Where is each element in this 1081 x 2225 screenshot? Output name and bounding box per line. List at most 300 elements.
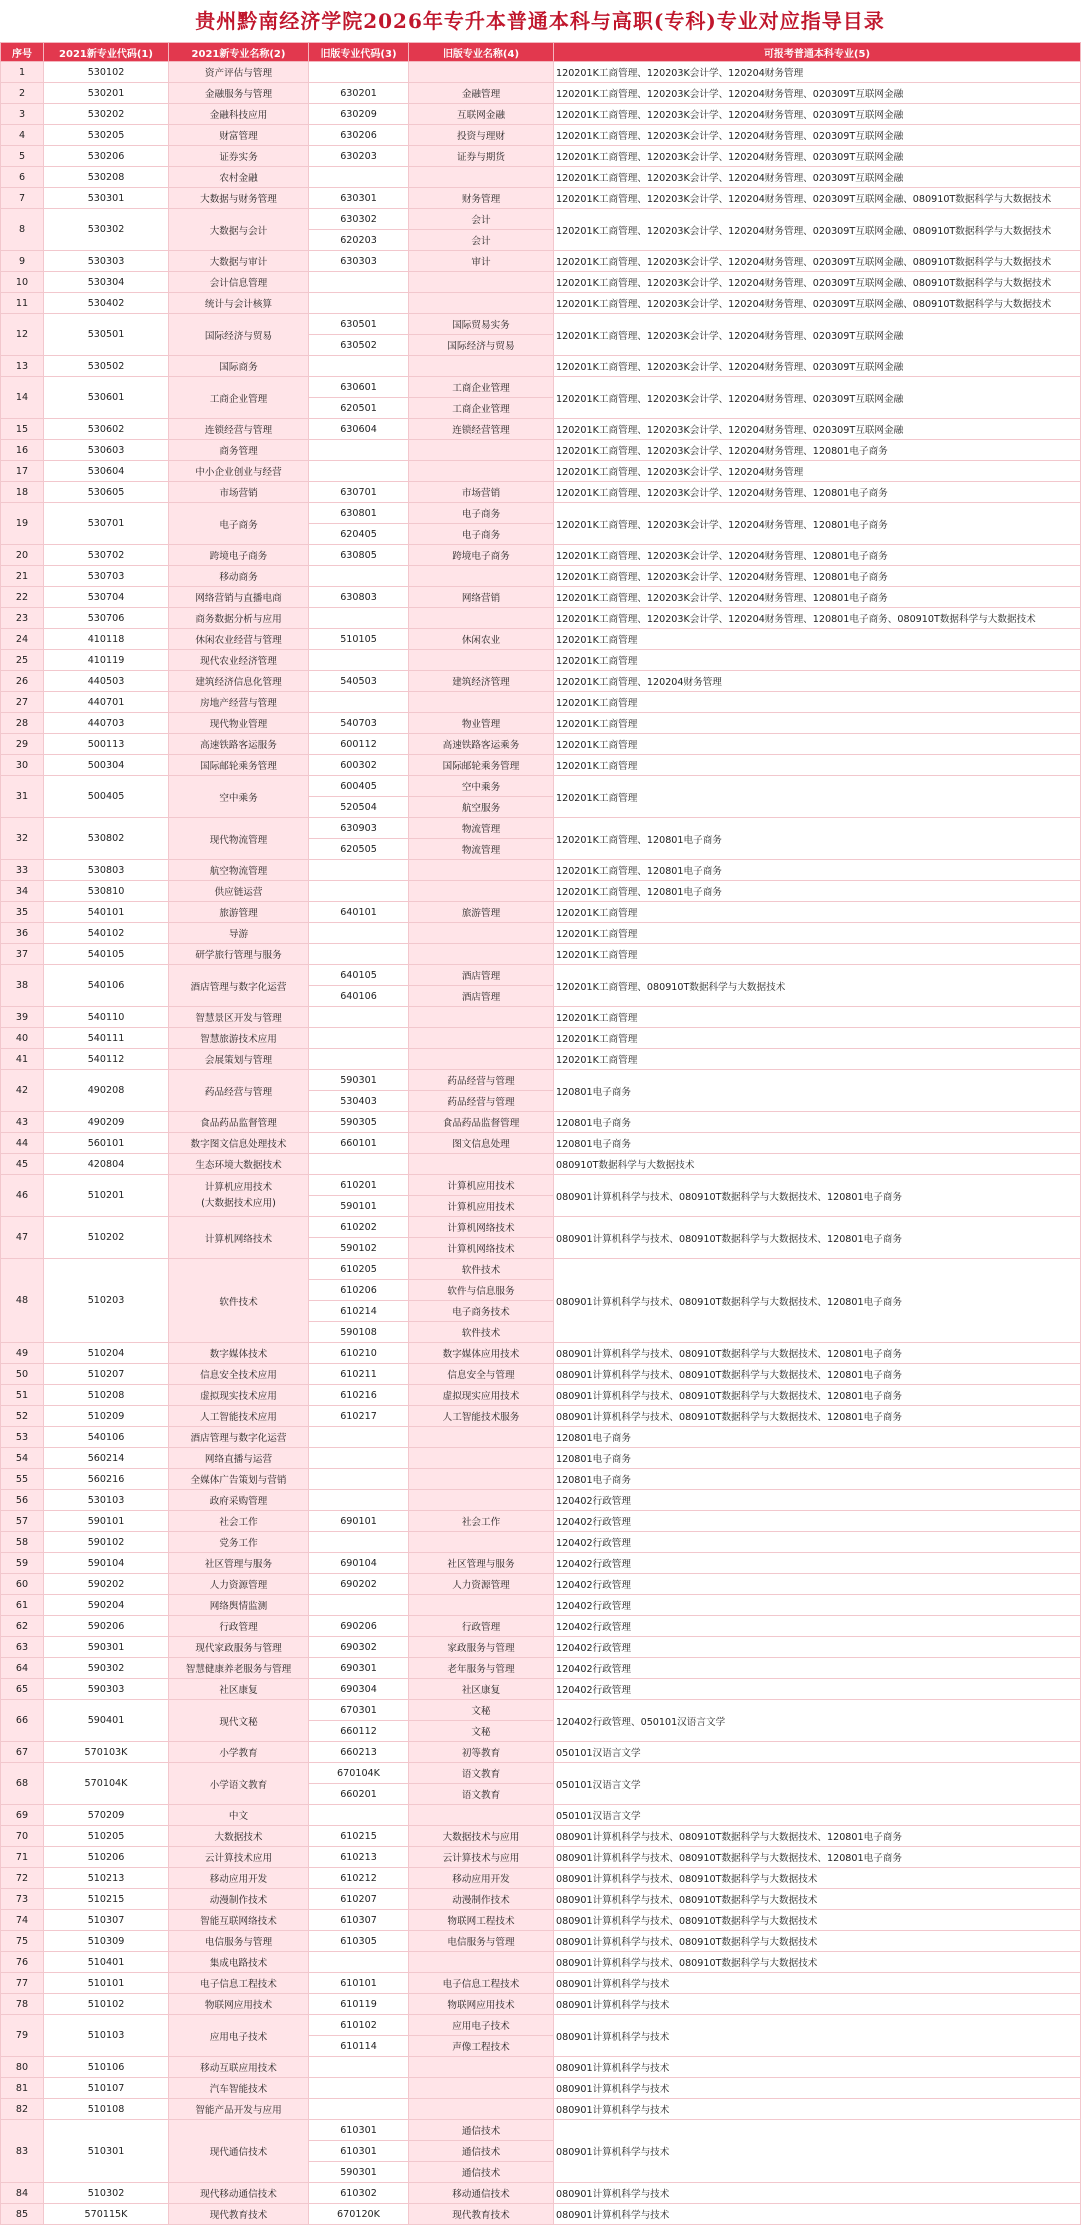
- table-row: [1, 1175, 1081, 1196]
- row-number: 45: [1, 1154, 44, 1175]
- new-code-cell: 530701: [44, 503, 169, 545]
- new-code-cell: 510209: [44, 1406, 169, 1427]
- new-name-cell: 国际商务: [169, 356, 309, 377]
- old-code-cell: [309, 167, 409, 188]
- old-name-cell: [409, 2057, 554, 2078]
- old-code-cell: 610301: [309, 2141, 409, 2162]
- table-row: [1, 2057, 1081, 2078]
- old-name-cell: 电信服务与管理: [409, 1931, 554, 1952]
- row-number: 39: [1, 1007, 44, 1028]
- target-majors-cell: 120201K工商管理、120203K会计学、120204财务管理、020309T互联网金融: [554, 314, 1081, 356]
- row-number: 58: [1, 1532, 44, 1553]
- new-name-line: (大数据技术应用): [201, 1197, 276, 1209]
- new-name-cell: 现代移动通信技术: [169, 2183, 309, 2204]
- new-name-cell: 供应链运营: [169, 881, 309, 902]
- new-code-cell: 530704: [44, 587, 169, 608]
- target-majors-cell: 120402行政管理: [554, 1553, 1081, 1574]
- target-majors-cell: 120201K工商管理、120203K会计学、120204财务管理、120801电子商务: [554, 440, 1081, 461]
- target-majors-cell: 120201K工商管理: [554, 650, 1081, 671]
- old-code-cell: 630805: [309, 545, 409, 566]
- target-majors-cell: 120201K工商管理、120203K会计学、120204财务管理: [554, 461, 1081, 482]
- new-name-cell: 建筑经济信息化管理: [169, 671, 309, 692]
- old-name-cell: 旅游管理: [409, 902, 554, 923]
- new-code-cell: 530202: [44, 104, 169, 125]
- target-majors-cell: 080901计算机科学与技术、080910T数据科学与大数据技术、120801电子商务: [554, 1364, 1081, 1385]
- new-name-cell: 应用电子技术: [169, 2015, 309, 2057]
- old-code-cell: 610216: [309, 1385, 409, 1406]
- old-name-cell: 语文教育: [409, 1784, 554, 1805]
- target-majors-cell: 120201K工商管理、120203K会计学、120204财务管理、120801电子商务: [554, 566, 1081, 587]
- old-name-cell: 物联网工程技术: [409, 1910, 554, 1931]
- new-name-cell: 数字媒体技术: [169, 1343, 309, 1364]
- old-code-cell: 610101: [309, 1973, 409, 1994]
- old-name-cell: 审计: [409, 251, 554, 272]
- old-code-cell: 670301: [309, 1700, 409, 1721]
- row-number: 57: [1, 1511, 44, 1532]
- new-code-cell: 510106: [44, 2057, 169, 2078]
- row-number: 17: [1, 461, 44, 482]
- row-number: 64: [1, 1658, 44, 1679]
- row-number: 71: [1, 1847, 44, 1868]
- new-name-cell: 数字图文信息处理技术: [169, 1133, 309, 1154]
- row-number: 79: [1, 2015, 44, 2057]
- new-name-cell: 虚拟现实技术应用: [169, 1385, 309, 1406]
- row-number: 77: [1, 1973, 44, 1994]
- header-target-majors: 可报考普通本科专业(5): [554, 43, 1081, 62]
- new-code-cell: 530208: [44, 167, 169, 188]
- new-code-cell: 530206: [44, 146, 169, 167]
- row-number: 21: [1, 566, 44, 587]
- table-header-row: [1, 43, 1081, 62]
- new-name-cell: 酒店管理与数字化运营: [169, 1427, 309, 1448]
- row-number: 81: [1, 2078, 44, 2099]
- target-majors-cell: 080901计算机科学与技术: [554, 2183, 1081, 2204]
- old-name-cell: 软件技术: [409, 1259, 554, 1280]
- target-majors-cell: 120402行政管理: [554, 1658, 1081, 1679]
- old-code-cell: 520504: [309, 797, 409, 818]
- table-row: [1, 62, 1081, 83]
- old-code-cell: 660213: [309, 1742, 409, 1763]
- old-name-cell: 声像工程技术: [409, 2036, 554, 2057]
- new-name-cell: 云计算技术应用: [169, 1847, 309, 1868]
- new-code-cell: 540111: [44, 1028, 169, 1049]
- new-name-cell: 物联网应用技术: [169, 1994, 309, 2015]
- row-number: 68: [1, 1763, 44, 1805]
- target-majors-cell: 120402行政管理: [554, 1574, 1081, 1595]
- new-code-cell: 510301: [44, 2120, 169, 2183]
- old-code-cell: 690301: [309, 1658, 409, 1679]
- table-row: [1, 1112, 1081, 1133]
- old-name-cell: 酒店管理: [409, 965, 554, 986]
- new-code-cell: 540112: [44, 1049, 169, 1070]
- old-code-cell: 590102: [309, 1238, 409, 1259]
- new-code-cell: 500113: [44, 734, 169, 755]
- new-name-cell: 农村金融: [169, 167, 309, 188]
- new-code-cell: 530702: [44, 545, 169, 566]
- new-code-cell: 510302: [44, 2183, 169, 2204]
- row-number: 15: [1, 419, 44, 440]
- old-name-cell: [409, 2099, 554, 2120]
- old-name-cell: [409, 566, 554, 587]
- target-majors-cell: 120201K工商管理: [554, 692, 1081, 713]
- row-number: 38: [1, 965, 44, 1007]
- old-code-cell: 660112: [309, 1721, 409, 1742]
- target-majors-cell: 120201K工商管理、120203K会计学、120204财务管理、020309T互联网金融: [554, 377, 1081, 419]
- old-code-cell: [309, 944, 409, 965]
- old-name-cell: 计算机网络技术: [409, 1217, 554, 1238]
- old-code-cell: [309, 1007, 409, 1028]
- row-number: 27: [1, 692, 44, 713]
- row-number: 52: [1, 1406, 44, 1427]
- row-number: 14: [1, 377, 44, 419]
- target-majors-cell: 120201K工商管理、120801电子商务: [554, 860, 1081, 881]
- target-majors-cell: 080901计算机科学与技术: [554, 2057, 1081, 2078]
- target-majors-cell: 120402行政管理: [554, 1595, 1081, 1616]
- target-majors-cell: 120201K工商管理、120203K会计学、120204财务管理、020309T互联网金融、080910T数据科学与大数据技术: [554, 251, 1081, 272]
- old-code-cell: 610102: [309, 2015, 409, 2036]
- old-name-cell: 休闲农业: [409, 629, 554, 650]
- old-name-cell: 应用电子技术: [409, 2015, 554, 2036]
- old-code-cell: [309, 1427, 409, 1448]
- row-number: 13: [1, 356, 44, 377]
- row-number: 42: [1, 1070, 44, 1112]
- row-number: 54: [1, 1448, 44, 1469]
- old-code-cell: 620505: [309, 839, 409, 860]
- old-code-cell: [309, 566, 409, 587]
- old-name-cell: 软件技术: [409, 1322, 554, 1343]
- old-code-cell: 690104: [309, 1553, 409, 1574]
- old-name-cell: 市场营销: [409, 482, 554, 503]
- row-number: 49: [1, 1343, 44, 1364]
- new-name-cell: 集成电路技术: [169, 1952, 309, 1973]
- target-majors-cell: 080901计算机科学与技术、080910T数据科学与大数据技术: [554, 1868, 1081, 1889]
- old-code-cell: 690304: [309, 1679, 409, 1700]
- old-name-cell: 现代教育技术: [409, 2204, 554, 2225]
- row-number: 50: [1, 1364, 44, 1385]
- table-row: [1, 1910, 1081, 1931]
- table-row: [1, 1658, 1081, 1679]
- old-code-cell: [309, 440, 409, 461]
- table-row: [1, 902, 1081, 923]
- old-code-cell: [309, 860, 409, 881]
- new-name-cell: 党务工作: [169, 1532, 309, 1553]
- old-name-cell: 老年服务与管理: [409, 1658, 554, 1679]
- old-code-cell: 630701: [309, 482, 409, 503]
- old-name-cell: 建筑经济管理: [409, 671, 554, 692]
- old-code-cell: 690202: [309, 1574, 409, 1595]
- table-row: [1, 587, 1081, 608]
- old-name-cell: 会计: [409, 209, 554, 230]
- old-name-cell: 信息安全与管理: [409, 1364, 554, 1385]
- new-name-cell: 生态环境大数据技术: [169, 1154, 309, 1175]
- row-number: 30: [1, 755, 44, 776]
- row-number: 9: [1, 251, 44, 272]
- new-code-cell: 530604: [44, 461, 169, 482]
- table-row: [1, 881, 1081, 902]
- new-name-cell: 电子商务: [169, 503, 309, 545]
- row-number: 37: [1, 944, 44, 965]
- target-majors-cell: 120201K工商管理、120203K会计学、120204财务管理、020309T互联网金融、080910T数据科学与大数据技术: [554, 272, 1081, 293]
- old-name-cell: 投资与理财: [409, 125, 554, 146]
- target-majors-cell: 080901计算机科学与技术、080910T数据科学与大数据技术、120801电子商务: [554, 1175, 1081, 1217]
- new-code-cell: 530706: [44, 608, 169, 629]
- table-row: [1, 1070, 1081, 1091]
- row-number: 73: [1, 1889, 44, 1910]
- new-name-cell: 酒店管理与数字化运营: [169, 965, 309, 1007]
- new-code-cell: 510101: [44, 1973, 169, 1994]
- old-code-cell: 640106: [309, 986, 409, 1007]
- old-name-cell: 人工智能技术服务: [409, 1406, 554, 1427]
- table-row: [1, 314, 1081, 335]
- new-name-cell: 电子信息工程技术: [169, 1973, 309, 1994]
- new-name-cell: 智能产品开发与应用: [169, 2099, 309, 2120]
- row-number: 34: [1, 881, 44, 902]
- target-majors-cell: 050101汉语言文学: [554, 1763, 1081, 1805]
- new-code-cell: 590303: [44, 1679, 169, 1700]
- old-code-cell: 630801: [309, 503, 409, 524]
- old-name-cell: 数字媒体应用技术: [409, 1343, 554, 1364]
- table-row: [1, 2120, 1081, 2141]
- new-code-cell: 510213: [44, 1868, 169, 1889]
- old-name-cell: 文秘: [409, 1700, 554, 1721]
- old-name-cell: 社会工作: [409, 1511, 554, 1532]
- old-code-cell: 660101: [309, 1133, 409, 1154]
- row-number: 82: [1, 2099, 44, 2120]
- target-majors-cell: 120201K工商管理、120203K会计学、120204财务管理、020309T互联网金融: [554, 83, 1081, 104]
- old-name-cell: 财务管理: [409, 188, 554, 209]
- target-majors-cell: 050101汉语言文学: [554, 1742, 1081, 1763]
- table-row: [1, 944, 1081, 965]
- table-row: [1, 503, 1081, 524]
- new-code-cell: 590202: [44, 1574, 169, 1595]
- old-code-cell: [309, 272, 409, 293]
- new-name-cell: 统计与会计核算: [169, 293, 309, 314]
- row-number: 2: [1, 83, 44, 104]
- row-number: 62: [1, 1616, 44, 1637]
- new-name-cell: 国际邮轮乘务管理: [169, 755, 309, 776]
- old-name-cell: 药品经营与管理: [409, 1070, 554, 1091]
- row-number: 75: [1, 1931, 44, 1952]
- row-number: 18: [1, 482, 44, 503]
- target-majors-cell: 120201K工商管理、120203K会计学、120204财务管理、120801电子商务、080910T数据科学与大数据技术: [554, 608, 1081, 629]
- new-name-cell: 计算机网络技术: [169, 1217, 309, 1259]
- new-code-cell: 530201: [44, 83, 169, 104]
- row-number: 47: [1, 1217, 44, 1259]
- new-name-cell: 财富管理: [169, 125, 309, 146]
- new-code-cell: 510204: [44, 1343, 169, 1364]
- old-code-cell: 540703: [309, 713, 409, 734]
- new-name-cell: 会展策划与管理: [169, 1049, 309, 1070]
- target-majors-cell: 120402行政管理: [554, 1637, 1081, 1658]
- table-row: [1, 1532, 1081, 1553]
- old-code-cell: 600405: [309, 776, 409, 797]
- new-code-cell: 490209: [44, 1112, 169, 1133]
- table-row: [1, 1847, 1081, 1868]
- row-number: 55: [1, 1469, 44, 1490]
- target-majors-cell: 120402行政管理: [554, 1490, 1081, 1511]
- old-code-cell: 610211: [309, 1364, 409, 1385]
- old-code-cell: 610305: [309, 1931, 409, 1952]
- target-majors-cell: 120201K工商管理、120203K会计学、120204财务管理、020309T互联网金融: [554, 125, 1081, 146]
- new-code-cell: 590302: [44, 1658, 169, 1679]
- old-name-cell: 物流管理: [409, 839, 554, 860]
- table-row: [1, 1805, 1081, 1826]
- old-code-cell: 630206: [309, 125, 409, 146]
- table-row: [1, 965, 1081, 986]
- table-row: [1, 1763, 1081, 1784]
- row-number: 69: [1, 1805, 44, 1826]
- row-number: 12: [1, 314, 44, 356]
- row-number: 19: [1, 503, 44, 545]
- old-name-cell: 移动应用开发: [409, 1868, 554, 1889]
- new-name-cell: 中文: [169, 1805, 309, 1826]
- old-code-cell: 610212: [309, 1868, 409, 1889]
- old-name-cell: 国际邮轮乘务管理: [409, 755, 554, 776]
- old-name-cell: [409, 1028, 554, 1049]
- target-majors-cell: 120801电子商务: [554, 1070, 1081, 1112]
- old-code-cell: [309, 923, 409, 944]
- target-majors-cell: 120201K工商管理: [554, 902, 1081, 923]
- table-row: [1, 1217, 1081, 1238]
- target-majors-cell: 080901计算机科学与技术: [554, 2099, 1081, 2120]
- new-name-cell: 网络舆情监测: [169, 1595, 309, 1616]
- target-majors-cell: 080901计算机科学与技术: [554, 2078, 1081, 2099]
- row-number: 46: [1, 1175, 44, 1217]
- old-name-cell: 通信技术: [409, 2141, 554, 2162]
- old-name-cell: 电子信息工程技术: [409, 1973, 554, 1994]
- old-name-cell: 电子商务: [409, 524, 554, 545]
- new-name-cell: 社区管理与服务: [169, 1553, 309, 1574]
- old-code-cell: [309, 2099, 409, 2120]
- old-name-cell: [409, 1490, 554, 1511]
- row-number: 28: [1, 713, 44, 734]
- row-number: 72: [1, 1868, 44, 1889]
- old-name-cell: 语文教育: [409, 1763, 554, 1784]
- old-code-cell: 610210: [309, 1343, 409, 1364]
- old-name-cell: 移动通信技术: [409, 2183, 554, 2204]
- old-code-cell: 630303: [309, 251, 409, 272]
- table-row: [1, 1364, 1081, 1385]
- table-row: [1, 1679, 1081, 1700]
- table-row: [1, 1700, 1081, 1721]
- new-code-cell: 560101: [44, 1133, 169, 1154]
- table-row: [1, 755, 1081, 776]
- table-row: [1, 440, 1081, 461]
- old-name-cell: 家政服务与管理: [409, 1637, 554, 1658]
- old-name-cell: [409, 167, 554, 188]
- new-name-cell: 工商企业管理: [169, 377, 309, 419]
- table-row: [1, 1007, 1081, 1028]
- target-majors-cell: 080901计算机科学与技术: [554, 2204, 1081, 2225]
- old-name-cell: 酒店管理: [409, 986, 554, 1007]
- row-number: 24: [1, 629, 44, 650]
- table-row: [1, 650, 1081, 671]
- new-name-cell: 小学语文教育: [169, 1763, 309, 1805]
- old-code-cell: [309, 1532, 409, 1553]
- old-name-cell: 连锁经营管理: [409, 419, 554, 440]
- new-code-cell: 540101: [44, 902, 169, 923]
- row-number: 4: [1, 125, 44, 146]
- old-code-cell: 620203: [309, 230, 409, 251]
- target-majors-cell: 080910T数据科学与大数据技术: [554, 1154, 1081, 1175]
- old-name-cell: 跨境电子商务: [409, 545, 554, 566]
- new-name-cell: 研学旅行管理与服务: [169, 944, 309, 965]
- old-code-cell: 610207: [309, 1889, 409, 1910]
- table-row: [1, 671, 1081, 692]
- old-code-cell: 640101: [309, 902, 409, 923]
- old-name-cell: [409, 1049, 554, 1070]
- new-name-cell: 食品药品监督管理: [169, 1112, 309, 1133]
- row-number: 33: [1, 860, 44, 881]
- row-number: 6: [1, 167, 44, 188]
- new-name-cell: 智慧健康养老服务与管理: [169, 1658, 309, 1679]
- row-number: 26: [1, 671, 44, 692]
- new-code-cell: 530810: [44, 881, 169, 902]
- target-majors-cell: 120201K工商管理、120203K会计学、120204财务管理、120801电子商务: [554, 587, 1081, 608]
- row-number: 8: [1, 209, 44, 251]
- new-name-cell: 现代通信技术: [169, 2120, 309, 2183]
- row-number: 80: [1, 2057, 44, 2078]
- new-code-cell: 510205: [44, 1826, 169, 1847]
- new-code-cell: 530501: [44, 314, 169, 356]
- row-number: 16: [1, 440, 44, 461]
- row-number: 11: [1, 293, 44, 314]
- old-name-cell: 药品经营与管理: [409, 1091, 554, 1112]
- new-code-cell: 570103K: [44, 1742, 169, 1763]
- new-name-cell: 人力资源管理: [169, 1574, 309, 1595]
- old-name-cell: 通信技术: [409, 2120, 554, 2141]
- new-code-cell: 530302: [44, 209, 169, 251]
- new-code-cell: 540102: [44, 923, 169, 944]
- old-name-cell: 金融管理: [409, 83, 554, 104]
- new-code-cell: 510215: [44, 1889, 169, 1910]
- new-name-cell: 智慧景区开发与管理: [169, 1007, 309, 1028]
- new-name-cell: 空中乘务: [169, 776, 309, 818]
- new-name-cell: 智能互联网络技术: [169, 1910, 309, 1931]
- old-name-cell: 证券与期货: [409, 146, 554, 167]
- old-name-cell: [409, 944, 554, 965]
- old-code-cell: 610217: [309, 1406, 409, 1427]
- row-number: 74: [1, 1910, 44, 1931]
- row-number: 22: [1, 587, 44, 608]
- target-majors-cell: 120201K工商管理、120203K会计学、120204财务管理、020309T互联网金融、080910T数据科学与大数据技术: [554, 293, 1081, 314]
- old-name-cell: 计算机应用技术: [409, 1175, 554, 1196]
- table-row: [1, 125, 1081, 146]
- new-name-cell: 软件技术: [169, 1259, 309, 1343]
- new-code-cell: 410118: [44, 629, 169, 650]
- header-new-name: 2021新专业名称(2): [169, 43, 309, 62]
- table-row: [1, 776, 1081, 797]
- row-number: 44: [1, 1133, 44, 1154]
- table-row: [1, 1994, 1081, 2015]
- table-row: [1, 713, 1081, 734]
- table-row: [1, 1490, 1081, 1511]
- new-name-cell: 移动商务: [169, 566, 309, 587]
- old-code-cell: 630201: [309, 83, 409, 104]
- old-name-cell: [409, 692, 554, 713]
- target-majors-cell: 120201K工商管理、120203K会计学、120204财务管理、120801电子商务: [554, 503, 1081, 545]
- target-majors-cell: 080901计算机科学与技术、080910T数据科学与大数据技术、120801电子商务: [554, 1826, 1081, 1847]
- page-title: 贵州黔南经济学院2026年专升本普通本科与高职(专科)专业对应指导目录: [195, 9, 885, 33]
- old-code-cell: 630203: [309, 146, 409, 167]
- target-majors-cell: 120201K工商管理、120203K会计学、120204财务管理、020309T互联网金融: [554, 167, 1081, 188]
- table-row: [1, 293, 1081, 314]
- new-code-cell: 510307: [44, 1910, 169, 1931]
- row-number: 53: [1, 1427, 44, 1448]
- old-name-cell: [409, 650, 554, 671]
- old-name-cell: 网络营销: [409, 587, 554, 608]
- old-code-cell: [309, 62, 409, 83]
